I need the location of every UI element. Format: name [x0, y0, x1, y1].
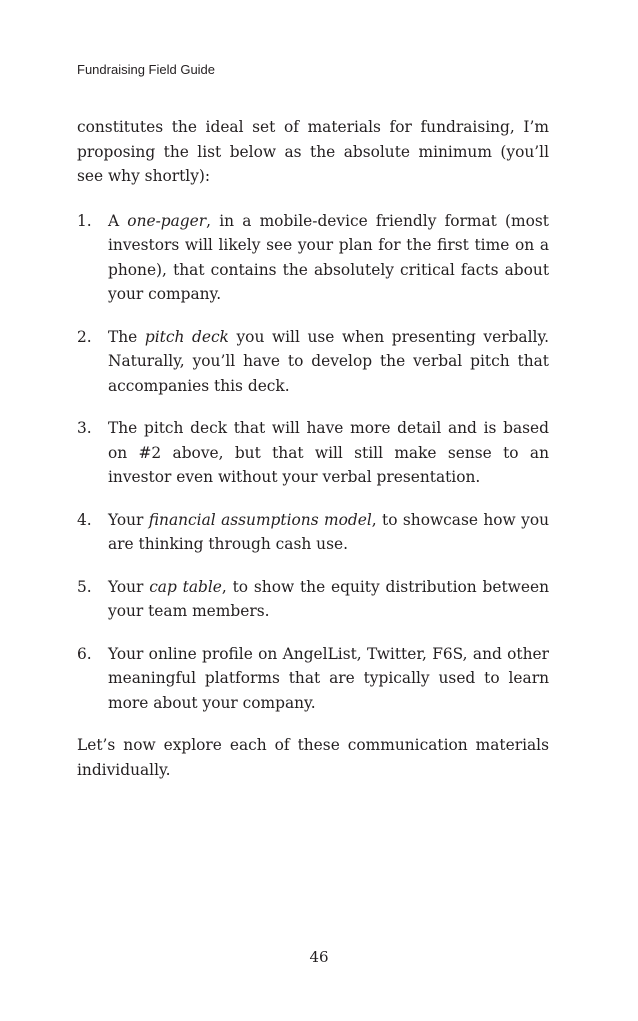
list-item-emphasis: one-pager [127, 211, 207, 230]
list-item-number: 5. [77, 577, 92, 596]
list-item-number: 4. [77, 510, 92, 529]
list-item [77, 575, 549, 624]
list-item-number: 3. [77, 419, 92, 437]
list-item-text: you will use when presenting verbally. Naturally, you’ll have to develop the verbal pitch that accompanies this deck. [108, 327, 549, 395]
list-item-number: 2. [77, 327, 92, 346]
list-item-number: 1. [77, 211, 92, 230]
list-item-text: The [108, 327, 145, 346]
list-item-text: Your [108, 510, 149, 529]
intro-paragraph: constitutes the ideal set of materials for fundraising, I’m proposing the list below as the absolute minimum (you’ll see why shortly): [77, 118, 549, 185]
closing-paragraph: Let’s now explore each of these communication materials individually. [77, 736, 549, 779]
list-item-text: Your [108, 577, 150, 596]
list-item [77, 325, 549, 399]
list-item-text: Your online profile on AngelList, Twitter, F6S, and other meaningful platforms that are typically used to learn more about your company. [108, 644, 549, 712]
list-item-emphasis: financial assumptions model [148, 510, 372, 529]
list-item-text: , in a mobile-device friendly format (most investors will likely see your plan for the first time on a phone), that contains the absolutely critical facts about your company. [108, 211, 549, 303]
materials-list [77, 209, 549, 716]
list-item-text: , to show the equity distribution between your team members. [108, 577, 549, 620]
page-body [77, 115, 549, 782]
list-item-text: The pitch deck that will have more detail and is based on #2 above, but that will still make sense to an investor even without your verbal presentation. [108, 419, 549, 486]
list-item-text: , to showcase how you are thinking through cash use. [108, 510, 549, 553]
list-item [77, 508, 549, 557]
list-item-text: A [108, 211, 128, 230]
list-item [77, 209, 549, 307]
list-item [77, 642, 549, 716]
list-item [77, 416, 549, 490]
list-item-emphasis: pitch deck [144, 327, 229, 346]
list-item-number: 6. [77, 644, 92, 663]
list-item-emphasis: cap table [149, 577, 222, 596]
page-number: 46 [309, 948, 329, 966]
running-header: Fundraising Field Guide [77, 62, 216, 77]
